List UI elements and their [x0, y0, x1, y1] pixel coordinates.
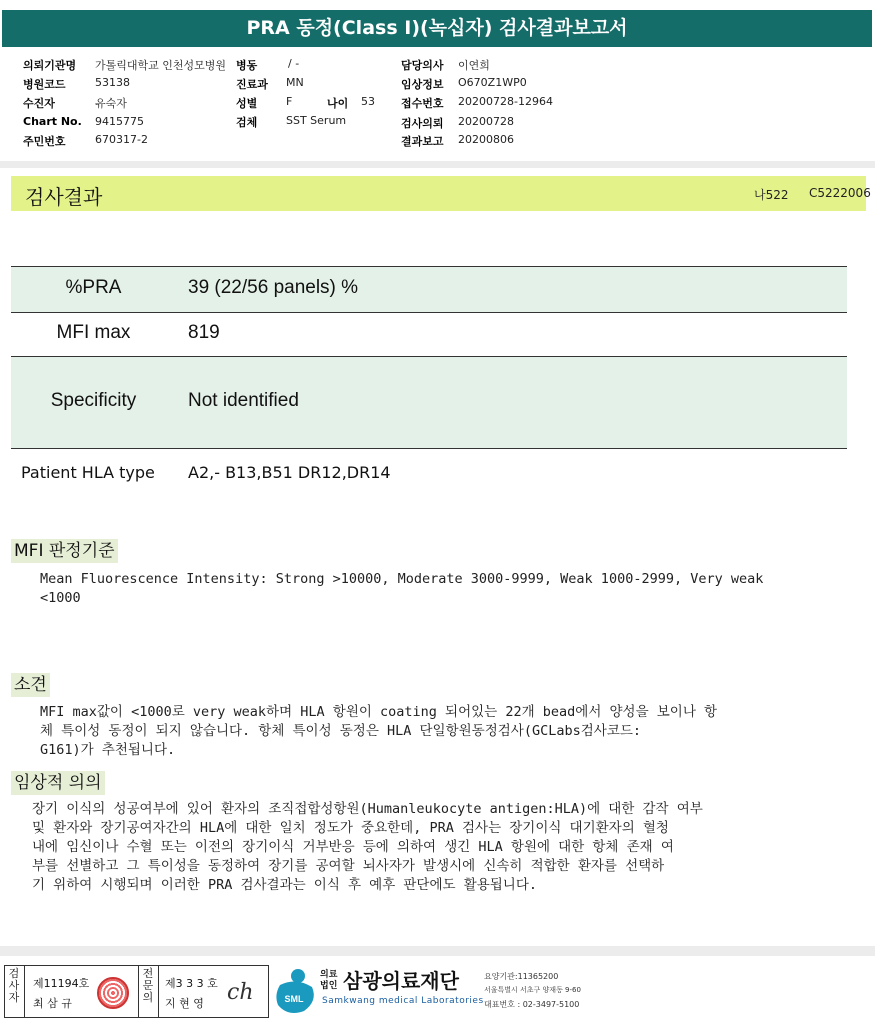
report-date-label: 결과보고 [401, 135, 444, 148]
request-value: 20200728 [458, 115, 514, 128]
specialist-label: 전문의 [142, 967, 154, 1004]
significance-line: 기 위하여 시행되며 이러한 PRA 검사결과는 이식 후 예후 판단에도 활용됩니다. [32, 877, 538, 893]
dept-label: 진료과 [236, 78, 268, 91]
significance-heading: 임상적 의의 [11, 771, 105, 795]
institution-value: 가톨릭대학교 인천성모병원 [95, 59, 227, 72]
tester-name: 최 삼 규 [33, 997, 72, 1010]
signature-box [4, 965, 269, 1018]
sex-label: 성별 [236, 97, 258, 110]
institution-label: 의뢰기관명 [23, 59, 77, 72]
ward-value: / - [288, 57, 300, 70]
org-code: 요양기관:11365200 [484, 972, 559, 981]
significance-text [32, 800, 862, 895]
pra-value: 39 (22/56 panels) % [188, 277, 359, 298]
divider [0, 161, 875, 168]
footer-divider [0, 946, 875, 956]
official-seal [97, 977, 129, 1009]
resident-value: 670317-2 [95, 133, 148, 146]
specificity-row [11, 356, 847, 449]
significance-line: 내에 임신이나 수혈 또는 이전의 장기이식 거부반응 등에 의하여 생긴 HLA 항원에 대한 항체 존재 여 [32, 839, 674, 855]
findings-text [40, 703, 860, 760]
significance-line: 장기 이식의 성공여부에 있어 환자의 조직접합성항원(Humanleukocyte antigen:HLA)에 대한 감작 여부 [32, 801, 703, 817]
sml-logo [274, 967, 318, 1017]
org-phone: 대표번호 : 02-3497-5100 [484, 1000, 580, 1009]
pra-label: %PRA [65, 277, 122, 298]
findings-heading: 소견 [11, 673, 50, 697]
mfi-criteria-text [40, 570, 860, 608]
report-date-value: 20200806 [458, 133, 514, 146]
chart-label: Chart No. [23, 115, 82, 128]
org-english: Samkwang medical Laboratories [322, 996, 484, 1006]
doctor-label: 담당의사 [401, 59, 444, 72]
specimen-value: SST Serum [286, 114, 347, 127]
findings-line: MFI max값이 <1000로 very weak하며 HLA 항원이 coating 되어있는 22개 bead에서 양성을 보이나 항 [40, 704, 718, 720]
clinical-info-value: O670Z1WP0 [458, 76, 527, 89]
significance-line: 및 환자와 장기공여자간의 HLA에 대한 일치 정도가 중요한데, PRA 검사는 장기이식 대기환자의 혈청 [32, 820, 669, 836]
doctor-value: 이연희 [458, 59, 490, 72]
mfi-criteria-line: <1000 [40, 590, 81, 606]
result-code: 나522 [754, 188, 789, 202]
specificity-value: Not identified [188, 390, 299, 411]
clinical-info-label: 임상정보 [401, 78, 444, 91]
org-prefix-1: 의료 [320, 970, 338, 980]
mfi-criteria-line: Mean Fluorescence Intensity: Strong >10000, Moderate 3000-9999, Weak 1000-2999, Very weak [40, 571, 764, 587]
receipt-label: 접수번호 [401, 97, 444, 110]
org-name: 삼광의료재단 [343, 969, 459, 993]
hla-type-value: A2,- B13,B51 DR12,DR14 [188, 463, 391, 482]
patient-value: 유숙자 [95, 97, 127, 110]
result-title: 검사결과 [25, 185, 103, 209]
patient-label: 수진자 [23, 97, 55, 110]
specialist-license: 제3 3 3 호 [165, 977, 218, 990]
hospital-code-label: 병원코드 [23, 78, 66, 91]
dept-value: MN [286, 76, 304, 89]
report-title: PRA 동정(Class I)(녹십자) 검사결과보고서 [2, 10, 872, 47]
chart-value: 9415775 [95, 115, 144, 128]
specimen-label: 검체 [236, 116, 258, 129]
mfi-criteria-heading: MFI 판정기준 [11, 539, 118, 563]
tester-label: 검사자 [8, 967, 20, 1004]
ward-label: 병동 [236, 59, 258, 72]
specificity-label: Specificity [50, 390, 137, 411]
sex-value: F [286, 95, 293, 108]
findings-line: G161)가 추천됩니다. [40, 742, 176, 758]
org-prefix-2: 법인 [320, 981, 338, 991]
result-test-code: C5222006 [809, 186, 871, 200]
age-value: 53 [361, 95, 375, 108]
org-prefix [320, 970, 337, 992]
hla-type-label: Patient HLA type [21, 463, 155, 482]
patient-info [0, 55, 875, 155]
hospital-code-value: 53138 [95, 76, 130, 89]
receipt-value: 20200728-12964 [458, 95, 553, 108]
tester-license: 제11194호 [33, 977, 90, 990]
significance-line: 부를 선별하고 그 특이성을 동정하여 장기를 공여할 뇌사자가 발생시에 신속히 적합한 환자를 선택하 [32, 858, 665, 874]
mfi-value: 819 [188, 322, 220, 343]
result-table [11, 266, 847, 449]
specialist-name: 지 현 영 [165, 997, 204, 1010]
pra-row [11, 266, 847, 312]
mfi-row [11, 312, 847, 356]
result-header [11, 176, 871, 211]
age-label: 나이 [327, 97, 349, 110]
signature: ch [227, 980, 254, 1005]
resident-label: 주민번호 [23, 135, 66, 148]
findings-line: 체 특이성 동정이 되지 않습니다. 항체 특이성 동정은 HLA 단일항원동정검사(GCLabs검사코드: [40, 723, 642, 739]
logo-text: SML [284, 994, 304, 1004]
org-address: 서울특별시 서초구 양재동 9-60 [484, 986, 581, 994]
mfi-label: MFI max [56, 322, 131, 343]
request-label: 검사의뢰 [401, 117, 444, 130]
